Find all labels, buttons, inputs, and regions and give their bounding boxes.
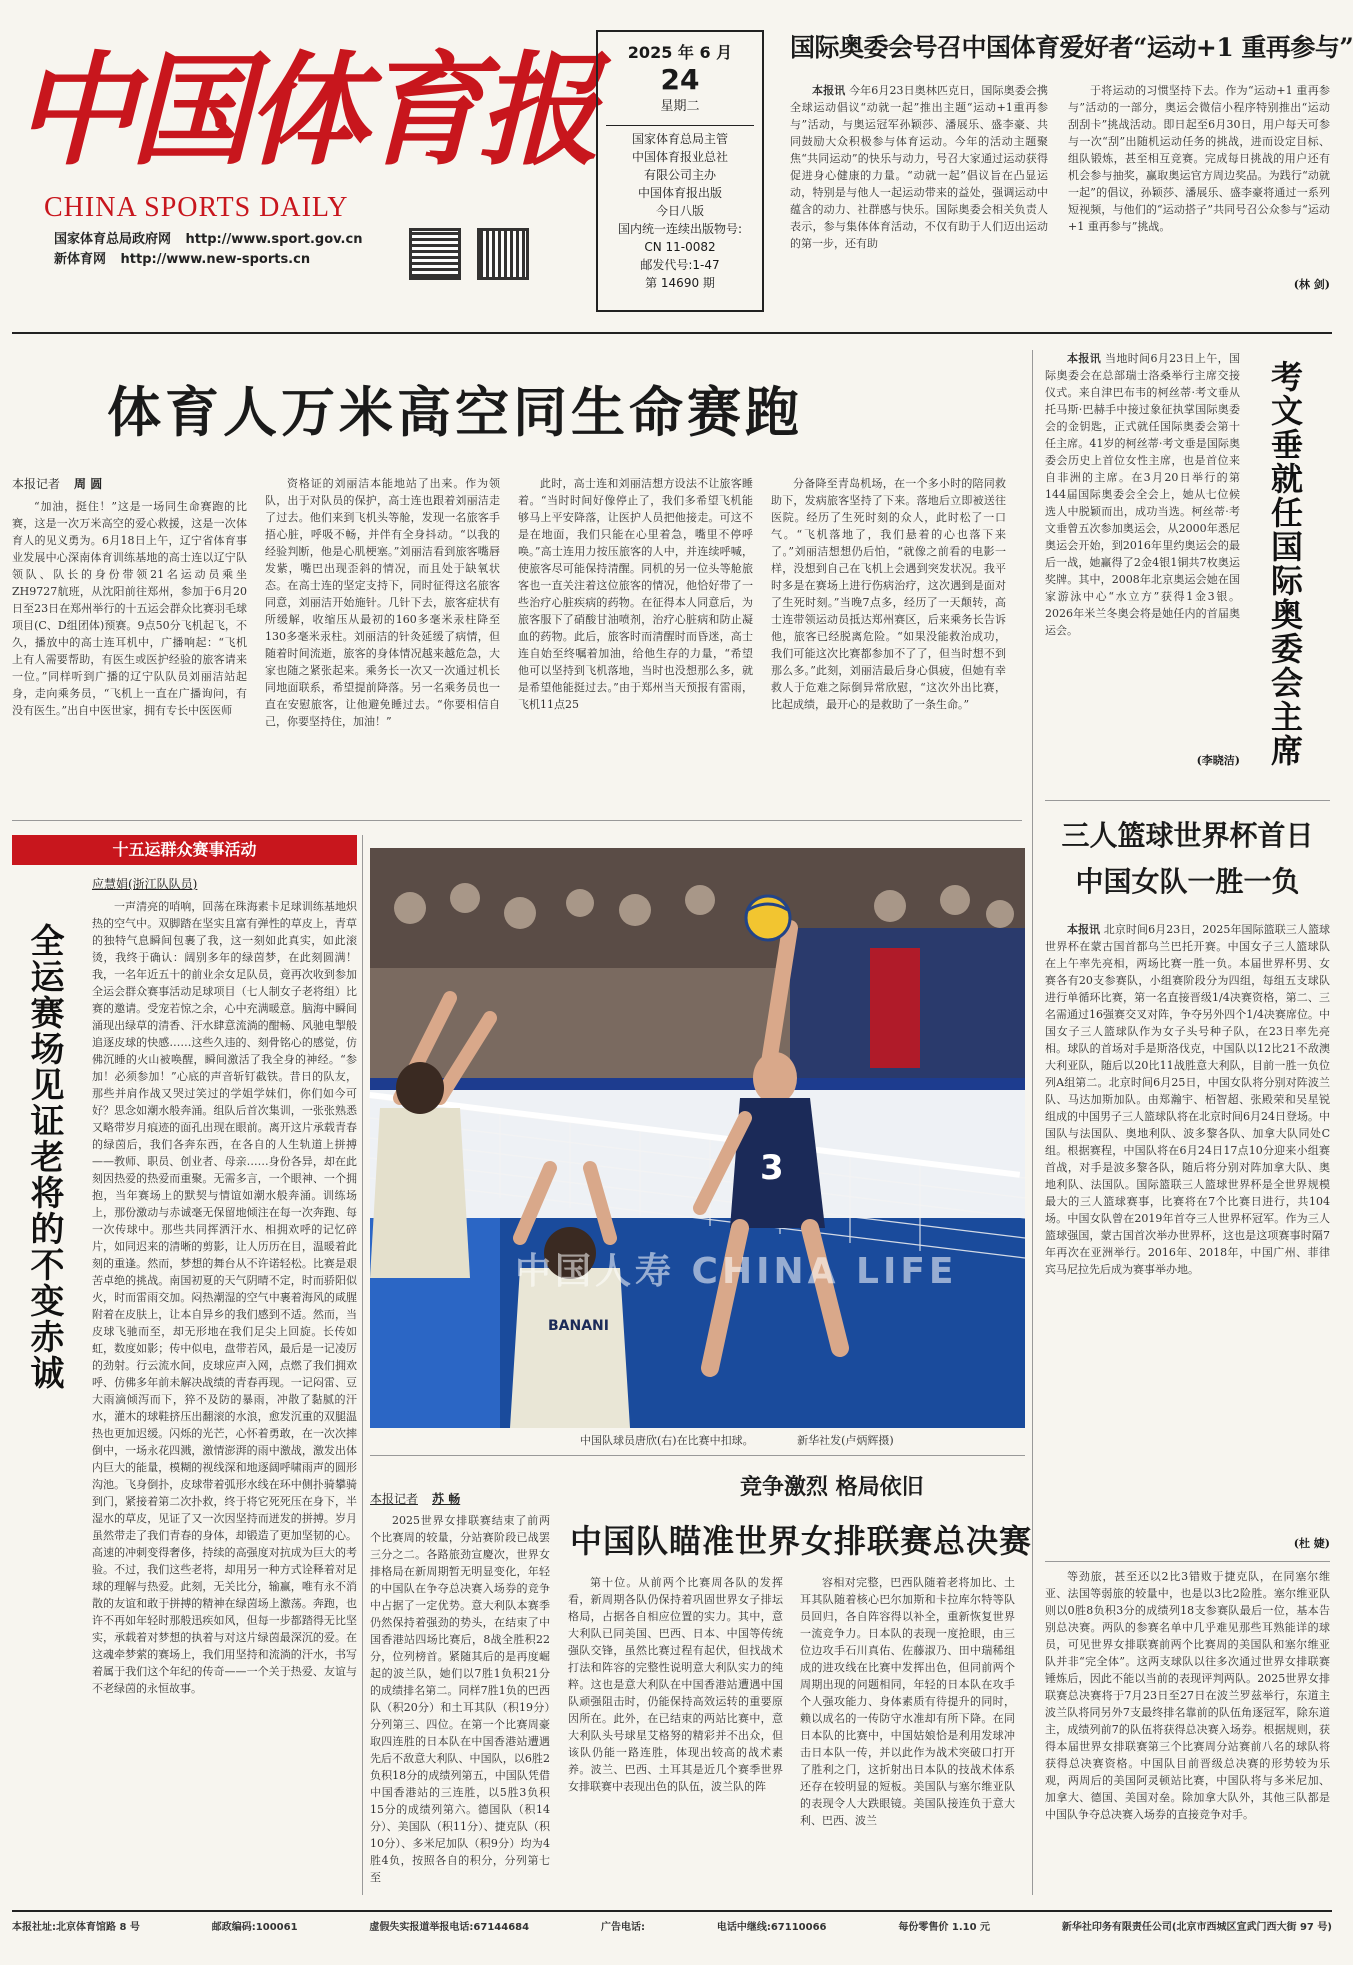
main-story-col4: 分备降至青岛机场，在一个多小时的陪同救助下，发病旅客坚持了下来。落地后立即被送往医院。经历了生死时刻的众人，此时松了一口气。“飞机落地了，我们悬着的心也落下来了。”刘丽洁想想仍后怕，“就像之前看的电影一样，没想到自己在飞机上会遇到突发状况。我平时多是在赛场上进行伤病治疗，这次遇到是面对了生死时刻。”当晚7点多，经历了一天颠转，高士连带领运动员抵达郑州赛区，后来乘务长告诉他，旅客已经脱离危险。“如果没能救治成功，我们可能这次比赛都参加不了了，但当时想不到那么多。”此刻，刘丽洁最后身心俱疲，但她有幸救人于危难之际倒异常欣慰，“这次外出比赛，比起成绩，最开心的是救助了一条生命。” [771, 477, 1006, 711]
masthead [14, 30, 604, 267]
top-story-headline[interactable]: 国际奥委会号召中国体育爱好者“运动+1 重再参与” [790, 33, 1353, 62]
photo-player-back: BANANI [548, 1318, 609, 1334]
national-games-headline[interactable]: 全运赛场见证老将的不变赤诚 [24, 923, 64, 1391]
ioc-story-tag: 本报讯 [1067, 352, 1102, 365]
volleyball-kicker[interactable]: 竞争激烈 格局依旧 [740, 1474, 924, 1500]
main-story-divider [12, 820, 1022, 821]
footer-rule [12, 1910, 1332, 1912]
ioc-story-text: 本报讯 当地时间6月23日上午，国际奥委会在总部瑞士洛桑举行主席交接仪式。来自津巴布韦的柯丝蒂·考文垂从托马斯·巴赫手中接过象征执掌国际奥委会的金钥匙，正式就任国际奥委会第十任主席。41岁的柯丝蒂·考文垂是国际奥委会历史上首位女性主席，也是首位来自非洲的主席。在3月20日举行的第144届国际奥委会全会上，她从七位候选人中脱颖而出，成功当选。柯丝蒂·考文垂曾五次参加奥运会，从2000年悉尼奥运会开始，到2016年里约奥运会的最后一战，她赢得了2金4银1铜共7枚奥运奖牌。其中，2008年北京奥运会她在国家游泳中心“水立方”获得1金3银。2026年米兰冬奥会将是她任内的首届奥运会。 [1045, 352, 1241, 637]
national-games-banner: 十五运群众赛事活动 [12, 835, 357, 865]
qr-code-icon [409, 228, 461, 280]
main-story-col1: “加油，挺住！”这是一场同生命赛跑的比赛，这是一次万米高空的爱心救援，这是一次体育人的见义勇为。6月18日上午，辽宁省体育事业发展中心深南体育训练基地的高士连以辽宁队领队、队长的身份带领21名运动员乘坐ZH9727航班，从沈阳前往郑州，参加于6月20日至23日在郑州举行的十五运会群众比赛羽毛球项目(C、D组团体)预赛。9点50分飞机起飞，不久，播放中的高士连耳机中，广播响起：“飞机上有人需要帮助，有医生或医护经验的旅客请来一位。”同样听到广播的辽宁队队员刘丽洁站起身，走向乘务员，“飞机上一直在广播询问，有没有医生。”出自中医世家，拥有专长中医医师 [12, 500, 247, 717]
new-sports-label: 新体育网 [54, 252, 107, 267]
ioc-story [1045, 350, 1335, 780]
ioc-divider [1045, 800, 1330, 801]
photo-caption [580, 1432, 1025, 1448]
issue-year-month: 2025 年 6 月 [627, 43, 733, 62]
footer-price: 每份零售价 1.10 元 [898, 1922, 991, 1933]
photo-divider [370, 1455, 1025, 1456]
basketball-story-text: 本报讯 北京时间6月23日，2025年国际篮联三人篮球世界杯在蒙古国首都乌兰巴托开赛。中国女子三人篮球队在上午率先亮相，两场比赛一胜一负。本届世界杯男、女赛各有20支参赛队，小组赛阶段分为四组，每组五支球队进行单循环比赛，第一名直接晋级1/4决赛资格，第二、三名需通过16强赛交叉对阵，争夺另外四个1/4决赛席位。中国女子三人篮球队作为女子头号种子队，在23日率先亮相。球队的首场对手是斯洛伐克，中国队以12比21不敌澳大利亚队，随后以20比11战胜意大利队，目前一胜一负位列A组第二。北京时间6月25日，中国女队将分别对阵波兰队、马达加斯加队。由郑瀚宇、栢智超、张殿荣和吴星锐组成的中国男子三人篮球队将在北京时间6月24日登场。中国队与法国队、奥地利队、波多黎各队、加拿大队同处C组。根据赛程，中国队将在6月24日17点10分迎来小组赛首战，对手是波多黎各队，随后将分别对阵加拿大队、奥地利队、法国队。国际篮联三人篮球世界杯是全世界规模最大的三人篮球赛事，比赛将在7个比赛日进行，共104场。中国女队曾在2019年首夺三人世界杯冠军。作为三人篮球强国，蒙古国首次举办世界杯，这也是这项赛事时隔7年再次在亚洲举行。2016年、2018年，中国广州、菲律宾马尼拉先后成为赛事举办地。 [1045, 923, 1331, 1276]
photo-ad-board: 中国人寿 CHINA LIFE [515, 1251, 958, 1292]
photo-caption-text: 中国队球员唐欣(右)在比赛中扣球。 [580, 1434, 754, 1447]
right-column-divider [1032, 350, 1033, 1895]
footer-switchboard: 电话中继线:67110066 [716, 1922, 827, 1933]
volleyball-col4-wrap-text [1045, 1561, 1330, 1821]
top-story-col1: 本报讯 今年6月23日奥林匹克日，国际奥委会携全球运动倡议“动就一起”推出主题“运动+1重再参与”活动，与奥运冠军孙颖莎、潘展乐、盛李豪、共同鼓励大众积极参与体育运动。今年的活动主题聚焦“共同运动”的快乐与动力，号召大家通过运动获得促进身心健康的力量。“动就一起”倡议旨在凸显运动，特别是与他人一起运动带来的益处，强调运动中蕴含的动力、社群感与快乐。国际奥委会相关负责人表示，参与集体体育活动，不仅有助于人们迈出运动的第一步，还有助 [790, 84, 1049, 250]
top-story [790, 30, 1353, 320]
issue-weekday: 星期二 [660, 99, 700, 114]
national-games-text-upper: 一声清亮的哨响，回荡在珠海素卡足球训练基地炽热的空气中。双脚踏在坚实且富有弹性的草皮上，青草的独特气息瞬间包裹了我，这一刻如此真实，如此滚烫，我终于确认：阔别多年的绿茵梦，在此刻圆满！我，一名年近五十的前业余女足队员，竟再次收到参加全运会群众赛事活动足球项目（七人制女子老将组）比赛的邀请。受宠若惊之余，心中充满暖意。脑海中瞬间涌现出绿草的清香、汗水肆意流淌的酣畅、风驰电掣般追逐皮球的快感……这些久违的、刻骨铭心的感觉，仿佛沉睡的火山被唤醒，瞬间激活了我全身的神经。“参加！必须参加！”心底的声音斩钉截铁。昔日的队友，那些并肩作战又哭过笑过的学姐学妹们，你们如今可好？思念如潮水般奔涌。组队后首次集训，一张张熟悉又略带岁月痕迹的面孔出现在眼前。离开这片承载青春的绿茵后，我们各奔东西，在各自的人生轨道上拼搏——教师、职员、创业者、母亲……身份各异，却在此刻因热爱的热爱而重聚。无需多言，一个眼神、一个拥抱，当年赛场上的默契与情谊如潮水般奔涌。训练场上，那份激动与赤诚毫无保留地倾注在每一次奔跑、每一次传球中。那些共同挥洒汗水、相拥欢呼的记忆碎片，如同迟来的清晰的剪影，让人历历在目，温暖着此刻的重逢。然而，梦想的舞台从不许诺轻松。比赛是艰苦卓绝的挑战。南国初夏的天气阴晴不定，时而骄阳似火，时而雷雨交加。闷热潮湿的空气中裹着海风的咸腥附着在皮肤上，让本自异乡的我们感到不适。然而，当皮球飞驰而至，却无形地在我们足尖上回旋。长传如虹，数度如影；传中似电，盘带若风，最后是一记凌厉的劲射。行云流水间，皮球应声入网，点燃了我们拥欢呼、仿佛多年前未解决战绩的青春再现。一记闷雷、豆大雨滴倾泻而下，猝不及防的暴雨，冲散了黏腻的汗水，灌木的球鞋挤压出翻滚的水浪，愈发沉重的双腿温热也更加迟缓。闪烁的光芒，心怀着勇敢，在一次次摔倒中，一场永花四溅，激情澎湃的雨中激战，激发出体内巨大的能量，模糊的视线深和地逐阔呼啸雨声的圆形沟池。飞身倒扑，皮球带着弧形水线在环中侧扑骑攀骑到门，紧接着第二次扑救，终于将它死死压在身下，半湿水的草皮，见证了又一次因坚持而迸发的拼搏。岁月虽然带走了我们青春的身体，却锻造了更加坚韧的心。高速的冲刺变得奢侈，持续的高强度对抗成为巨大的考验。不过，我们这些老将，却用另一种方式诠释着对足球的理解与热爱。此刻，无关比分，输赢，唯有永不消散的友谊和敢于拼搏的精神在绿茵场上激荡。奔跑，也许不再如年轻时那般迅疾如风，但每一步都踏得无比坚实，承载着对梦想的执着与对这片绿茵最深沉的爱。在这魂牵梦萦的赛场上，我们用坚持和流淌的汗水，书写着属于我们这个年纪的传奇——一个关于热爱、友谊与不老绿茵的永恒故事。 [92, 900, 357, 1695]
volleyball-col3: 容相对完整，巴西队随着老将加比、土耳其队随着核心巴尔加斯和卡拉库尔特等队员回归，各自阵容得以补全，重新恢复世界一流竞争力。日本队的表现一度抢眼，由三位边攻手石川真佑、佐藤淑乃、田中瑞稀组成的进攻线在比赛中发挥出色，但同前两个周期出现的问题相同，年轻的日本队在攻手个人强攻能力、身体素质有待提升的同时，赖以成名的一传防守水准却有所下降。在同日本队的比赛中，中国姑娘恰是利用发球冲击日本队一传，并以此作为战术突破口打开了胜利之门，这折射出日本队的技战术体系还存在较明显的短板。美国队与塞尔维亚队的表现令人大跌眼镜。美国队接连负于意大利、巴西、波兰 [800, 1576, 1015, 1827]
volleyball-photo [370, 848, 1025, 1428]
left-column-divider [362, 835, 363, 1895]
issue-info-lines: 国家体育总局主管 中国体育报业总社 有限公司主办 中国体育报出版 今日八版 国内统一连续出版物号: CN 11-0082 邮发代号:1-47 第 14690 期 [617, 132, 743, 290]
footer [12, 1918, 1332, 1933]
masthead-divider [12, 332, 1332, 334]
gov-site-label: 国家体育总局政府网 [54, 232, 172, 247]
volleyball-col2: 第十位。从前两个比赛周各队的发挥看，新周期各队仍保持着巩固世界女子排坛格局，占据各自相应位置的实力。其中，意大利队已同美国、巴西、日本、中国等传统强队交锋，虽然比赛过程有起伏，但找战术打法和阵容的完整性说明意大利队实力的纯粹。这也是意大利队在中国香港站遭遇中国队顽强阻击时，仍能保持高效运转的重要原因所在。此外，在已结束的两站比赛中，意大利队头号球星艾格努的精彩并不出众，但该队仍能一路连胜，体现出较高的战术素养。波兰、巴西、土耳其是近几个赛季世界女排联赛中表现出色的队伍，波兰队的阵 [568, 1576, 783, 1793]
masthead-title-cn: 中国体育报 [14, 38, 594, 182]
basketball-story-signature: (杜 婕) [1293, 1537, 1330, 1550]
issue-info-box [596, 30, 764, 312]
main-story-col2: 资格证的刘丽洁本能地站了出来。作为领队，出于对队员的保护，高士连也跟着刘丽洁走了过去。他们来到飞机头等舱，发现一名旅客手捂心脏，呼吸不畅，并伴有全身抖动。“以我的经验判断，他是心肌梗塞。”刘丽洁看到旅客嘴唇发紫，嘴巴出现歪斜的情况，而且处于缺氧状态。在高士连的坚定支持下，同时征得这名旅客同意，刘丽洁开始施针。几针下去，旅客症状有所缓解，收缩压从最初的160多毫米汞柱降至130多毫米汞柱。刘丽洁的针灸延缓了病情，但随着时间流逝，旅客的身体情况越来越危急，大家也随之紧张起来。乘务长一次又一次通过机长同地面联系，希望提前降落。另一名乘务员也一直在安慰旅客，让他避免睡过去。“你要相信自己，你要坚持住，加油！” [265, 477, 500, 728]
gov-site-url[interactable]: http://www.sport.gov.cn [185, 232, 363, 247]
masthead-links [54, 230, 362, 270]
main-story-col3: 此时，高士连和刘丽洁想方设法不让旅客睡着。“当时时间好像停止了，我们多希望飞机能够马上平安降落，让医护人员把他接走。可这不是在地面，我们只能在心里着急，嘴里不停呼唤。”高士连用力按压旅客的人中，并连续呼喊，使旅客尽可能保持清醒。同机的另一位头等舱旅客也一直关注着这位旅客的情况，他恰好带了一些治疗心脏疾病的药物。在征得本人同意后，为旅客服下了硝酸甘油喷剂，治疗心脏病和防止凝血的药物。此后，旅客时而清醒时而昏迷，高士连自始至终嘱着加油，给他生存的力量，“希望他可以坚持到飞机落地，当时也没想那么多，就是希望他能挺过去。”由于郑州当天预报有雷雨，飞机11点25 [518, 477, 753, 711]
main-story-byline: 本报记者 周 圆 [12, 477, 103, 491]
footer-report-phone: 虚假失实报道举报电话:67144684 [369, 1922, 530, 1933]
qr-code-icon [477, 228, 529, 280]
ioc-story-headline[interactable]: 考文垂就任国际奥委会主席 [1266, 360, 1304, 768]
volleyball-headline[interactable]: 中国队瞄准世界女排联赛总决赛 [570, 1522, 1033, 1560]
volleyball-col1: 2025世界女排联赛结束了前两个比赛周的较量，分站赛阶段已战罢三分之二。各路旅劲宣慶次，世界女排格局在新周期暂无明显变化，年轻的中国队在争夺总决赛入场券的竞争中占据了一定优势。意大利队本赛季仍然保持着强劲的势头，在结束了中国香港站四场比赛后，8战全胜积22分，位列榜首。紧随其后的是再度崛起的波兰队，她们以7胜1负积21分的成绩排名第二。同样7胜1负的巴西队（积20分）和土耳其队（积19分）分列第三、四位。在第一个比赛周豪取四连胜的日本队在中国香港站遭遇先后不敌意大利队、中国队，以6胜2负积18分的成绩列第五，中国队凭借中国香港站的三连胜，以5胜3负积15分的成绩列第六。德国队（积14分）、美国队（积11分）、捷克队（积10分）、多米尼加队（积9分）均为4胜4负，按照各自的积分，分列第七至 [370, 1514, 550, 1884]
footer-ad-phone: 广告电话: [600, 1922, 645, 1933]
top-story-col2: 于将运动的习惯坚持下去。作为“运动+1 重再参与”活动的一部分，奥运会微信小程序特别推出“运动刮刮卡”挑战活动。即日起至6月30日，用户每天可参与一次“刮”出随机运动任务的挑战，进而设定目标、组队锻炼，甚至相互竞赛。完成每日挑战的用户还有机会参与抽奖，赢取奥运官方周边奖品。为践行“动就一起”的倡议，孙颖莎、潘展乐、盛李豪将通过一系列短视频，与他们的“运动搭子”共同号召公众参与“运动+1 重再参与”挑战。 [1068, 84, 1330, 233]
basketball-headline-1[interactable]: 三人篮球世界杯首日 [1061, 819, 1314, 852]
national-games-byline: 应慧娟(浙江队队员) [92, 877, 198, 891]
volleyball-col4-paragraph: 等劲旅，甚至还以2比3错败于捷克队，在同塞尔维亚、法国等弱旅的较量中，也是以3比2险胜。塞尔维亚队则以0胜8负积3分的成绩列18支参赛队最后一位，基本告别总决赛。两队的参赛名单中几乎难见那些耳熟能详的球员，可见世界女排联赛前两个比赛周的美国队和塞尔维亚队并非“完全体”。这两支球队以往多次通过世界女排联赛锤炼后，因此不能以当前的表现评判两队。2025世界女排联赛总决赛将于7月23日至27日在波兰罗兹举行，东道主波兰队将同另外7支最终排名靠前的队伍角逐冠军，除东道主，成绩列前7的队伍将获得总决赛入场券。根据规则，获得本届世界女排联赛第三个比赛周分站赛前八名的球队将获得总决赛资格。中国队目前晋级总决赛的形势较为乐观，两周后的美国阿灵顿站比赛，中国队将与多米尼加、加拿大、德国、美国对垒。除加拿大队外，其他三队都是中国队争夺总决赛入场券的直接竞争对手。 [1045, 1570, 1330, 1821]
ioc-story-signature: (李晓洁) [1196, 754, 1240, 767]
basketball-story [1045, 815, 1330, 1825]
main-story [12, 350, 1022, 810]
volleyball-scene [370, 848, 1025, 1428]
volleyball-byline: 本报记者 苏 畅 [370, 1492, 461, 1506]
basketball-headline-2[interactable]: 中国女队一胜一负 [1075, 865, 1300, 898]
issue-day: 24 [660, 63, 700, 96]
top-story-tag: 本报讯 [812, 84, 846, 97]
national-games-story [12, 835, 357, 1895]
photo-credit: 新华社发(卢炳辉摄) [797, 1434, 894, 1447]
footer-printer: 新华社印务有限责任公司(北京市西城区宣武门西大街 97 号) [1061, 1922, 1332, 1933]
footer-address: 本报社址:北京体育馆路 8 号 [12, 1922, 140, 1933]
volleyball-story [370, 1468, 1033, 1898]
new-sports-url[interactable]: http://www.new-sports.cn [120, 252, 311, 267]
photo-jersey-number: 3 [760, 1148, 784, 1188]
basketball-story-tag: 本报讯 [1067, 923, 1101, 936]
top-story-signature: (林 剑) [1293, 278, 1330, 291]
main-story-headline[interactable]: 体育人万米高空同生命赛跑 [107, 380, 803, 444]
footer-postcode: 邮政编码:100061 [211, 1922, 298, 1933]
masthead-title-en: CHINA SPORTS DAILY [44, 192, 349, 223]
